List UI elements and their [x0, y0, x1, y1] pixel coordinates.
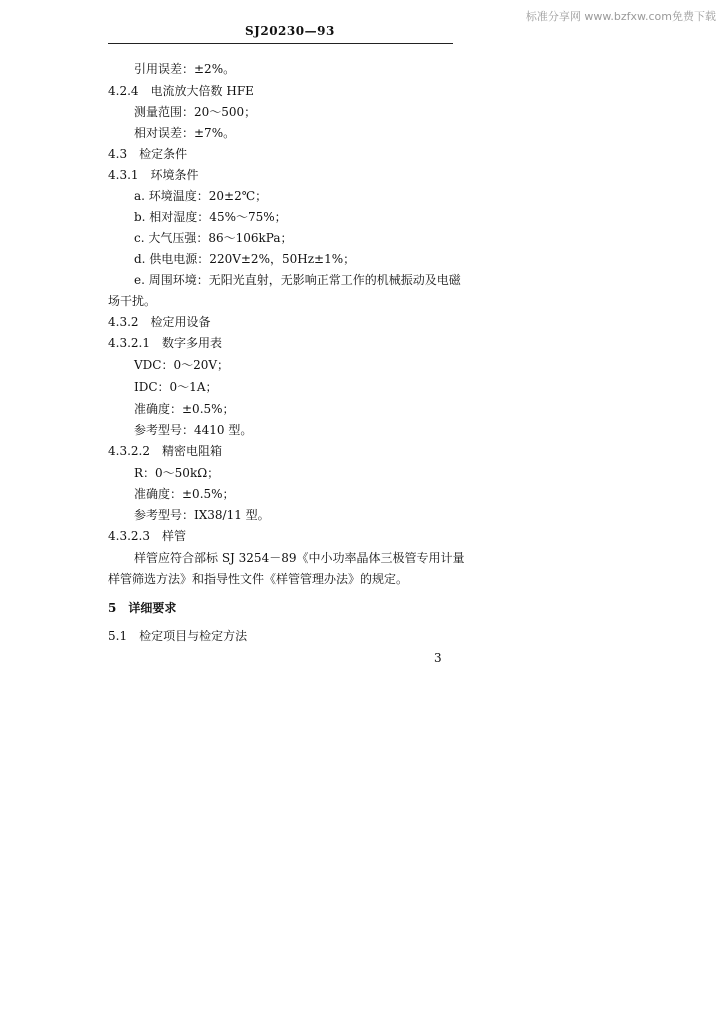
page-number: 3: [434, 651, 442, 665]
clause-heading: 4.3.2.1 数字多用表: [108, 336, 222, 350]
document-code-header: SJ20230—93: [245, 24, 335, 38]
list-item: c. 大气压强：86～106kPa；: [134, 231, 293, 245]
text-line: 准确度：±0.5%；: [134, 487, 235, 501]
text-line: 准确度：±0.5%；: [134, 402, 235, 416]
text-line: 样管筛选方法》和指导性文件《样管管理办法》的规定。: [108, 572, 409, 586]
watermark: 标准分享网 www.bzfxw.com免费下载: [525, 10, 716, 23]
section-heading: 5 详细要求: [108, 601, 177, 615]
text-line: R：0～50kΩ；: [134, 466, 220, 480]
clause-heading: 4.2.4 电流放大倍数 HFE: [108, 84, 254, 98]
header-rule: [108, 43, 453, 44]
list-item: d. 供电电源：220V±2%，50Hz±1%；: [134, 252, 356, 266]
list-item: a. 环境温度：20±2℃；: [134, 189, 268, 203]
list-item: b. 相对湿度：45%～75%；: [134, 210, 287, 224]
text-line: IDC：0～1A；: [134, 380, 218, 394]
text-line: 测量范围：20～500；: [134, 105, 257, 119]
text-line: 参考型号：IX38/11 型。: [134, 508, 270, 522]
clause-heading: 4.3 检定条件: [108, 147, 188, 161]
text-line: 参考型号：4410 型。: [134, 423, 253, 437]
clause-heading: 4.3.2.2 精密电阻箱: [108, 444, 222, 458]
text-line: 样管应符合部标 SJ 3254－89《中小功率晶体三极管专用计量: [134, 551, 465, 565]
clause-heading: 4.3.2 检定用设备: [108, 315, 211, 329]
text-line: 相对误差：±7%。: [134, 126, 236, 140]
text-line: VDC：0～20V；: [134, 358, 230, 372]
list-item: e. 周围环境：无阳光直射，无影响正常工作的机械振动及电磁: [134, 273, 461, 287]
clause-heading: 5.1 检定项目与检定方法: [108, 629, 248, 643]
text-line: 引用误差：±2%。: [134, 62, 236, 76]
text-line: 场干扰。: [108, 294, 157, 308]
clause-heading: 4.3.2.3 样管: [108, 529, 186, 543]
clause-heading: 4.3.1 环境条件: [108, 168, 199, 182]
